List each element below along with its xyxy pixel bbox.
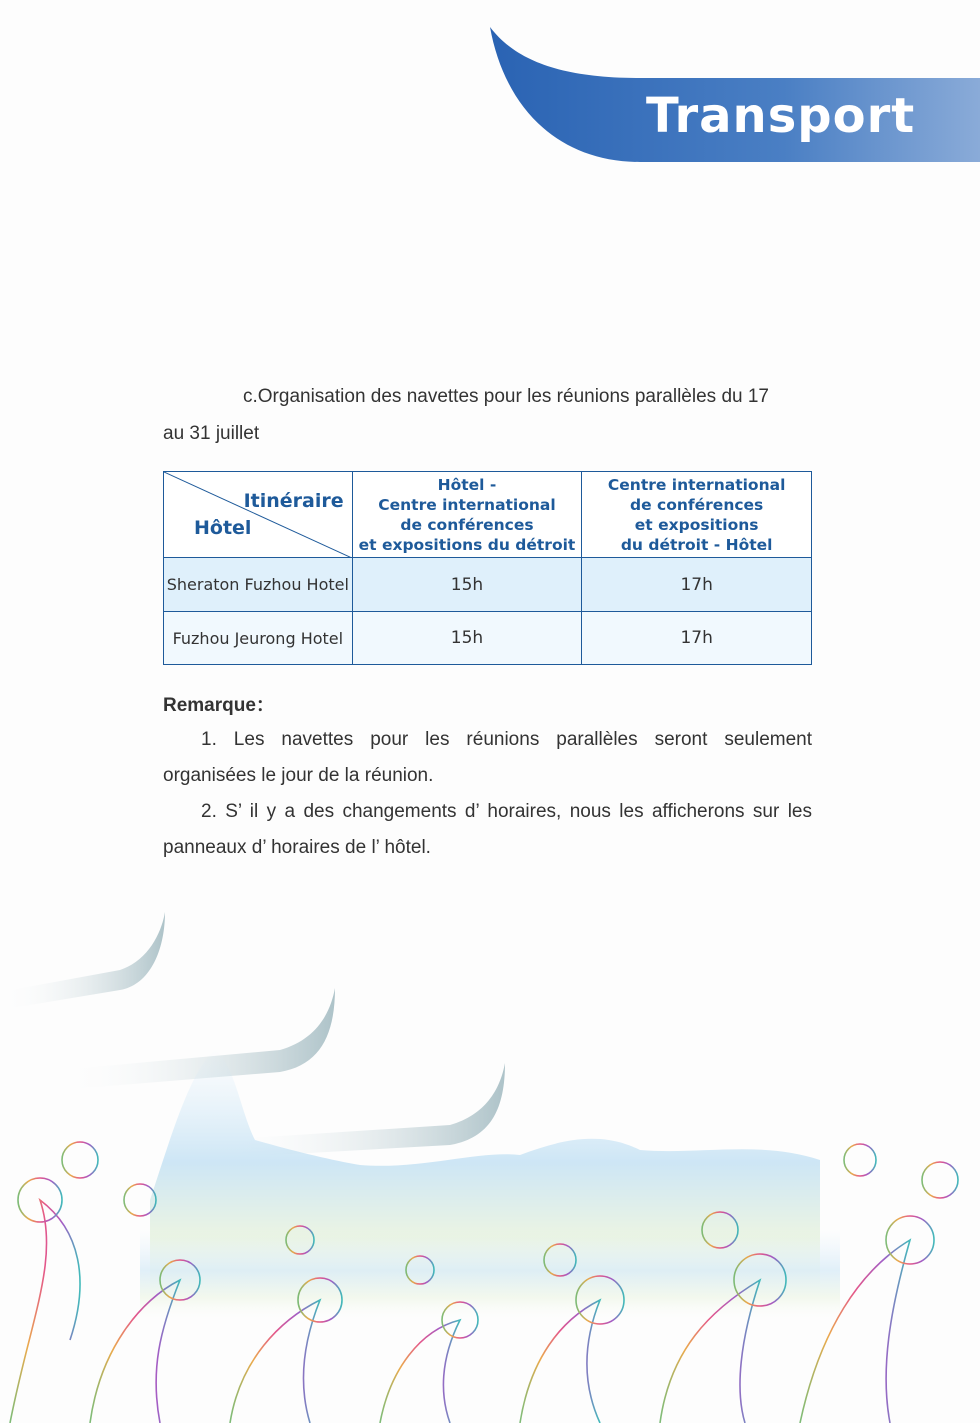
col1-line: de conférences [400, 515, 534, 534]
return-time-cell: 17h [582, 612, 812, 665]
intro-paragraph [163, 378, 812, 452]
banner-shape [0, 0, 980, 170]
table-corner-cell [164, 472, 353, 558]
outbound-time-cell: 15h [352, 558, 582, 612]
col1-line: Hôtel - [437, 475, 497, 494]
hotel-name-cell: Fuzhou Jeurong Hotel [164, 612, 353, 665]
shuttle-schedule-table [163, 471, 812, 665]
column-header-outbound [352, 472, 582, 558]
remark-note-2: 2. S’ il y a des changements d’ horaires, nous les afficherons sur les panneaux d’ horaires de l’ hôtel. [163, 801, 812, 858]
intro-line-2: au 31 juillet [163, 423, 260, 444]
outbound-time-cell: 15h [352, 612, 582, 665]
col2-line: Centre international [607, 475, 786, 494]
col2-line: de conférences [630, 495, 764, 514]
table-row [164, 612, 812, 665]
return-time-cell: 17h [582, 558, 812, 612]
corner-itinerary-label: Itinéraire [243, 490, 344, 512]
intro-line-1: c.Organisation des navettes pour les réunions parallèles du 17 [243, 386, 769, 407]
hotel-name-cell: Sheraton Fuzhou Hotel [164, 558, 353, 612]
decorative-floral-landscape [0, 900, 980, 1423]
col2-line: et expositions [634, 515, 759, 534]
remarks-title: Remarque： [163, 695, 275, 716]
table-header-row [164, 472, 812, 558]
column-header-return [582, 472, 812, 558]
page-title: Transport [646, 88, 916, 144]
table-row [164, 558, 812, 612]
corner-hotel-label: Hôtel [194, 517, 252, 539]
corner-diagonal-line [164, 472, 352, 558]
col1-line: Centre international [378, 495, 556, 514]
col1-line: et expositions du détroit [358, 535, 576, 554]
col2-line: du détroit - Hôtel [620, 535, 773, 554]
remark-note-1: 1. Les navettes pour les réunions parallèles seront seulement organisées le jour de la réunion. [163, 729, 812, 786]
